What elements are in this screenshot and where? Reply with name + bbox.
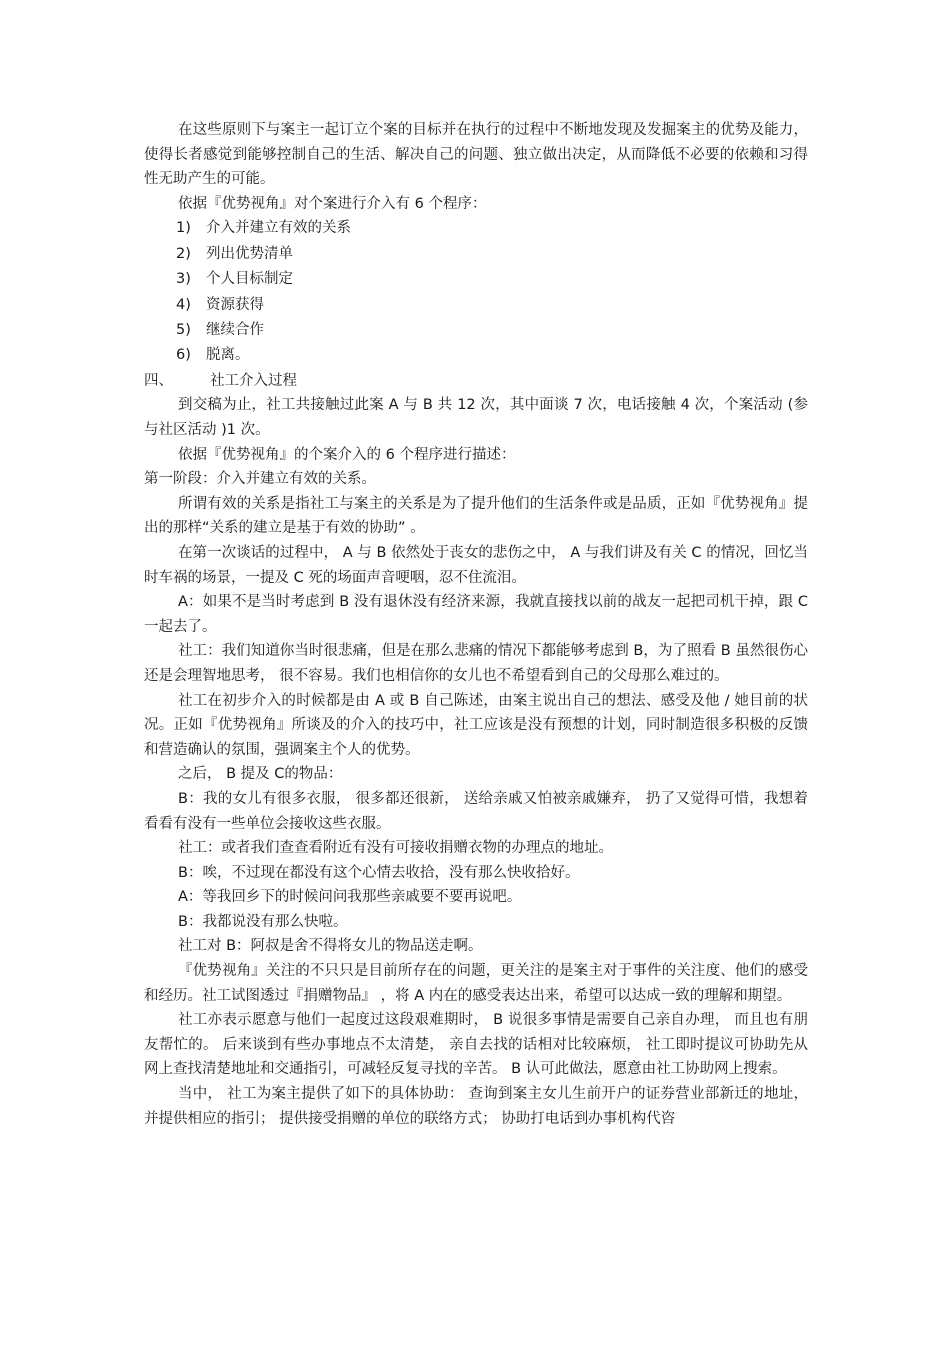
list-item-text: 列出优势清单 bbox=[206, 245, 293, 262]
paragraph-principles: 在这些原则下与案主一起订立个案的目标并在执行的过程中不断地发现及发掘案主的优势及能力，使得长者感觉到能够控制自己的生活、解决自己的问题、独立做出决定，从而降低不必要的依赖和习得性无助产生的可能。 bbox=[144, 122, 808, 188]
list-item-number: 4) bbox=[176, 296, 191, 313]
section-number: 四、 bbox=[144, 372, 173, 389]
section-title: 社工介入过程 bbox=[210, 372, 297, 389]
dialogue-line: 社工：我们知道你当时很悲痛，但是在那么悲痛的情况下都能够考虑到 B，为了照看 B 虽然很伤心还是会理智地思考， 很不容易。我们也相信你的女儿也不希望看到自己的父母那么难过的。 bbox=[144, 643, 808, 684]
paragraph-later: 之后， B 提及 C的物品： bbox=[178, 766, 343, 783]
list-item-number: 3) bbox=[176, 271, 191, 288]
paragraph-concrete-help: 当中， 社工为案主提供了如下的具体协助： 查询到案主女儿生前开户的证券营业部新迁的地址， 并提供相应的指引； 提供接受捐赠的单位的联络方式； 协助打电话到办事机构代咨 bbox=[144, 1086, 808, 1127]
paragraph-procedures-intro: 依据『优势视角』对个案进行介入有 6 个程序： bbox=[178, 195, 487, 212]
dialogue-line: B：唉，不过现在都没有这个心情去收拾，没有那么快收拾好。 bbox=[178, 864, 580, 881]
list-item-number: 2) bbox=[176, 245, 191, 262]
list-item bbox=[144, 267, 808, 292]
list-item-number: 5) bbox=[176, 322, 191, 338]
document-body bbox=[144, 118, 808, 1131]
list-item-text: 脱离。 bbox=[206, 347, 250, 364]
paragraph-strengths-focus: 『优势视角』关注的不只只是目前所存在的问题，更关注的是案主对于事件的关注度、他们的感受和经历。社工试图透过『捐赠物品』 ，将 A 内在的感受表达出来，希望可以达成一致的理解和期望。 bbox=[144, 963, 808, 1004]
paragraph-description-intro: 依据『优势视角』的个案介入的 6 个程序进行描述： bbox=[178, 446, 516, 463]
paragraph-initial-intervention: 社工在初步介入的时候都是由 A 或 B 自己陈述，由案主说出自己的想法、感受及他 / 她目前的状况。正如『优势视角』所谈及的介入的技巧中，社工应该是没有预想的计划，同时制造很多积极的反馈和营造确认的氛围，强调案主个人的优势。 bbox=[144, 692, 808, 758]
section-heading bbox=[144, 369, 808, 394]
list-item-number: 1) bbox=[176, 220, 191, 237]
list-item bbox=[144, 216, 808, 241]
paragraph-contacts: 到交稿为止，社工共接触过此案 A 与 B 共 12 次，其中面谈 7 次，电话接触 4 次，个案活动 (参与社区活动 )1 次。 bbox=[144, 397, 808, 438]
list-item-number: 6) bbox=[176, 347, 191, 364]
stage-heading: 第一阶段：介入并建立有效的关系。 bbox=[144, 471, 376, 488]
dialogue-line: A：等我回乡下的时候问问我那些亲戚要不要再说吧。 bbox=[178, 889, 522, 906]
list-item bbox=[144, 293, 808, 318]
paragraph-effective-relationship: 所谓有效的关系是指社工与案主的关系是为了提升他们的生活条件或是品质，正如『优势视角』提出的那样“关系的建立是基于有效的协助” 。 bbox=[144, 495, 808, 537]
list-item-text: 继续合作 bbox=[206, 322, 264, 338]
list-item-text: 资源获得 bbox=[206, 296, 264, 313]
list-item-text: 个人目标制定 bbox=[206, 271, 293, 288]
dialogue-line: 社工对 B：阿叔是舍不得将女儿的物品送走啊。 bbox=[178, 938, 483, 955]
list-item bbox=[144, 242, 808, 267]
paragraph-first-talk: 在第一次谈话的过程中， A 与 B 依然处于丧女的悲伤之中， A 与我们讲及有关 C 的情况，回忆当时车祸的场景，一提及 C 死的场面声音哽咽，忍不住流泪。 bbox=[144, 544, 808, 586]
list-item-text: 介入并建立有效的关系 bbox=[206, 220, 351, 237]
procedure-list bbox=[144, 216, 808, 368]
dialogue-line: 社工：或者我们查查看附近有没有可接收捐赠衣物的办理点的地址。 bbox=[178, 840, 613, 857]
list-item bbox=[144, 343, 808, 368]
dialogue-line: B：我的女儿有很多衣服， 很多都还很新， 送给亲戚又怕被亲戚嫌弃， 扔了又觉得可惜，我想着看看有没有一些单位会接收这些衣服。 bbox=[144, 790, 808, 832]
list-item bbox=[144, 318, 808, 343]
dialogue-line: B：我都说没有那么快啦。 bbox=[178, 913, 348, 930]
dialogue-line: A：如果不是当时考虑到 B 没有退休没有经济来源，我就直接找以前的战友一起把司机干掉，跟 C 一起去了。 bbox=[144, 594, 808, 635]
paragraph-support-offer: 社工亦表示愿意与他们一起度过这段艰难期时， B 说很多事情是需要自己亲自办理， 而且也有朋友帮忙的。 后来谈到有些办事地点不太清楚， 亲自去找的话相对比较麻烦， 社工即时提议可协助先从网上查找清楚地址和交通指引，可减轻反复寻找的辛苦。 B 认可此做法，愿意由社工协助网上搜索。 bbox=[144, 1012, 808, 1078]
